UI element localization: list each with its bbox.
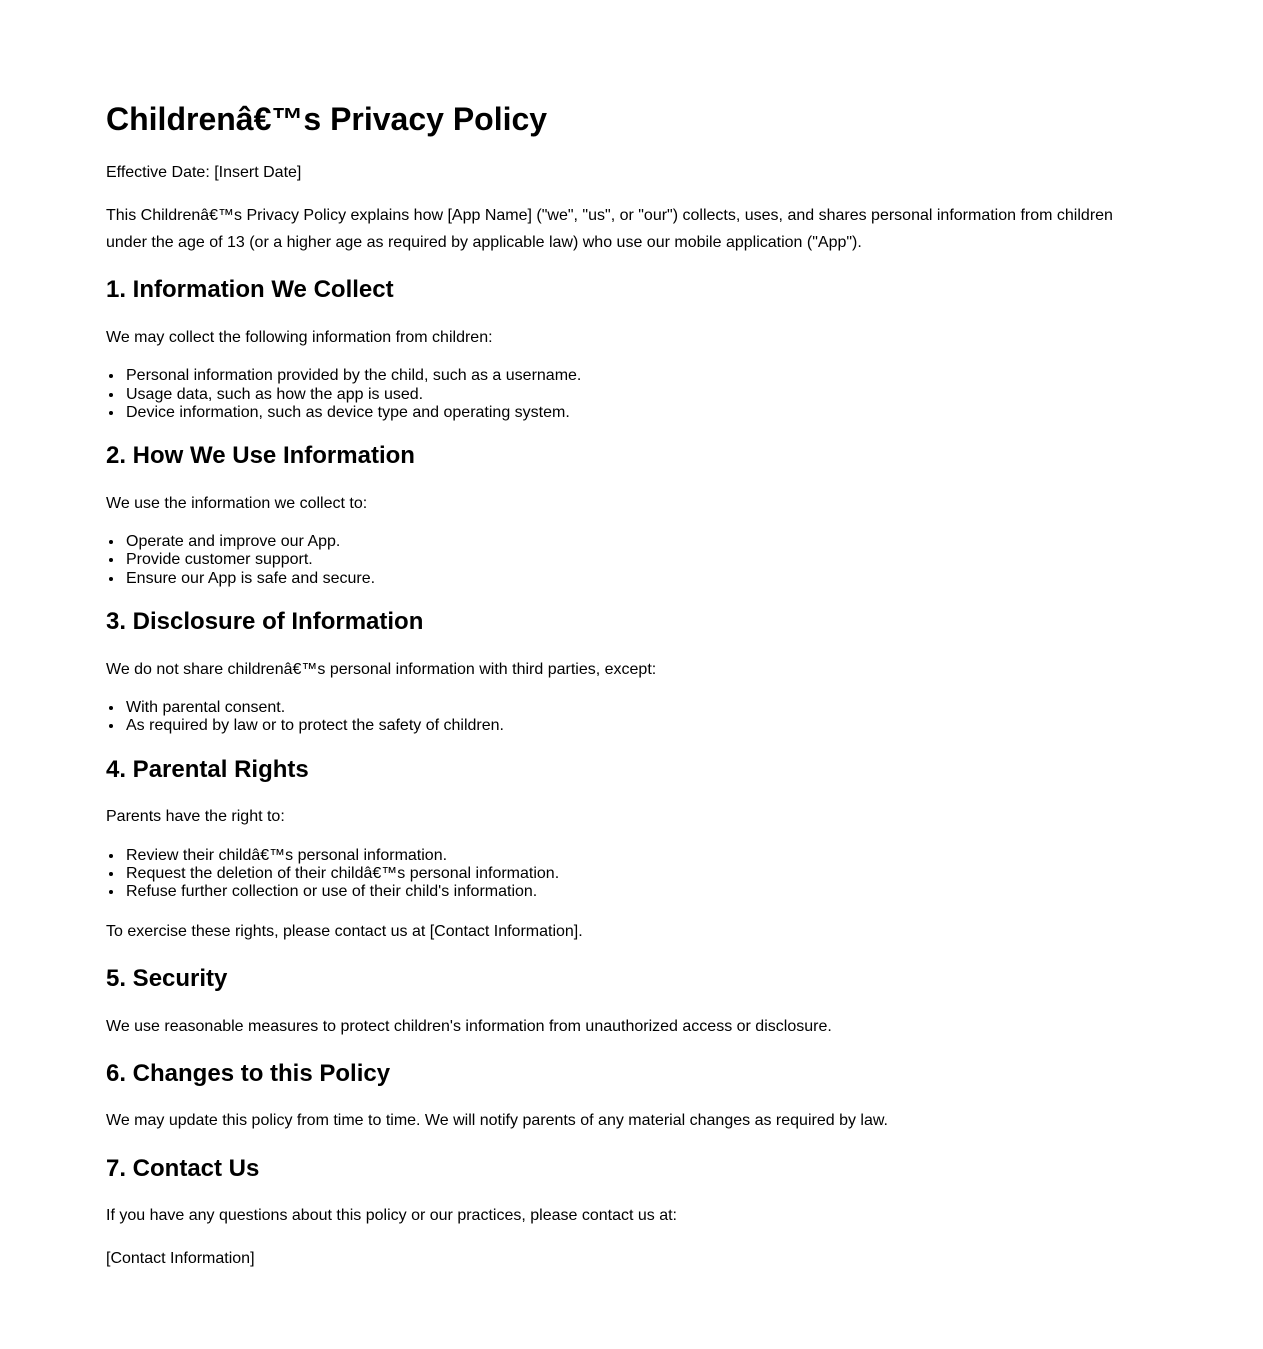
section-contact-us [106, 1155, 1158, 1273]
contact-information-placeholder: [Contact Information] [106, 1250, 255, 1268]
section-after-paragraph: To exercise these rights, please contact us at [Contact Information]. [106, 922, 583, 940]
section-heading: 4. Parental Rights [106, 755, 309, 783]
effective-date: Effective Date: [Insert Date] [106, 163, 302, 181]
page-title: Childrenâ€™s Privacy Policy [106, 101, 548, 137]
section-information-we-collect [106, 276, 1158, 422]
bullet-item: • With parental consent. [124, 699, 1158, 717]
bullet-item: • Usage data, such as how the app is used. [124, 386, 1158, 404]
section-disclosure-of-information [106, 608, 1158, 736]
section-lead: We may collect the following information from children: [106, 328, 493, 346]
section-lead: We do not share childrenâ€™s personal information with third parties, except: [106, 660, 657, 678]
bullet-item: • Personal information provided by the child, such as a username. [124, 367, 1158, 385]
bullet-item: • Device information, such as device type and operating system. [124, 404, 1158, 422]
bullet-item: • As required by law or to protect the safety of children. [124, 717, 1158, 735]
section-lead: We use reasonable measures to protect children's information from unauthorized access or disclosure. [106, 1017, 832, 1035]
section-heading: 2. How We Use Information [106, 442, 415, 470]
section-parental-rights [106, 756, 1158, 945]
section-lead: If you have any questions about this policy or our practices, please contact us at: [106, 1207, 677, 1225]
bullet-item: • Ensure our App is safe and secure. [124, 570, 1158, 588]
section-how-we-use-information [106, 442, 1158, 588]
section-lead: We may update this policy from time to time. We will notify parents of any material changes as required by law. [106, 1112, 888, 1130]
section-heading: 6. Changes to this Policy [106, 1059, 391, 1087]
section-heading: 5. Security [106, 964, 228, 992]
bullet-item: • Provide customer support. [124, 551, 1158, 569]
intro-paragraph: This Childrenâ€™s Privacy Policy explains how [App Name] ("we", "us", or "our") collects, uses, and shares personal information from children under the age of 13 (or a higher age as required by applicable law) who use our mobile application ("App"). [106, 206, 1113, 252]
section-bullet-list [106, 847, 1158, 902]
bullet-item: • Review their childâ€™s personal information. [124, 847, 1158, 865]
section-bullet-list [106, 699, 1158, 736]
section-heading: 7. Contact Us [106, 1154, 260, 1182]
bullet-item: • Refuse further collection or use of their child's information. [124, 883, 1158, 901]
section-bullet-list [106, 533, 1158, 588]
section-heading: 1. Information We Collect [106, 276, 394, 304]
bullet-item: • Request the deletion of their childâ€™s personal information. [124, 865, 1158, 883]
section-heading: 3. Disclosure of Information [106, 608, 424, 636]
bullet-item: • Operate and improve our App. [124, 533, 1158, 551]
section-lead: We use the information we collect to: [106, 494, 368, 512]
section-bullet-list [106, 367, 1158, 422]
section-lead: Parents have the right to: [106, 808, 285, 826]
section-security [106, 965, 1158, 1040]
section-changes-to-policy [106, 1060, 1158, 1135]
